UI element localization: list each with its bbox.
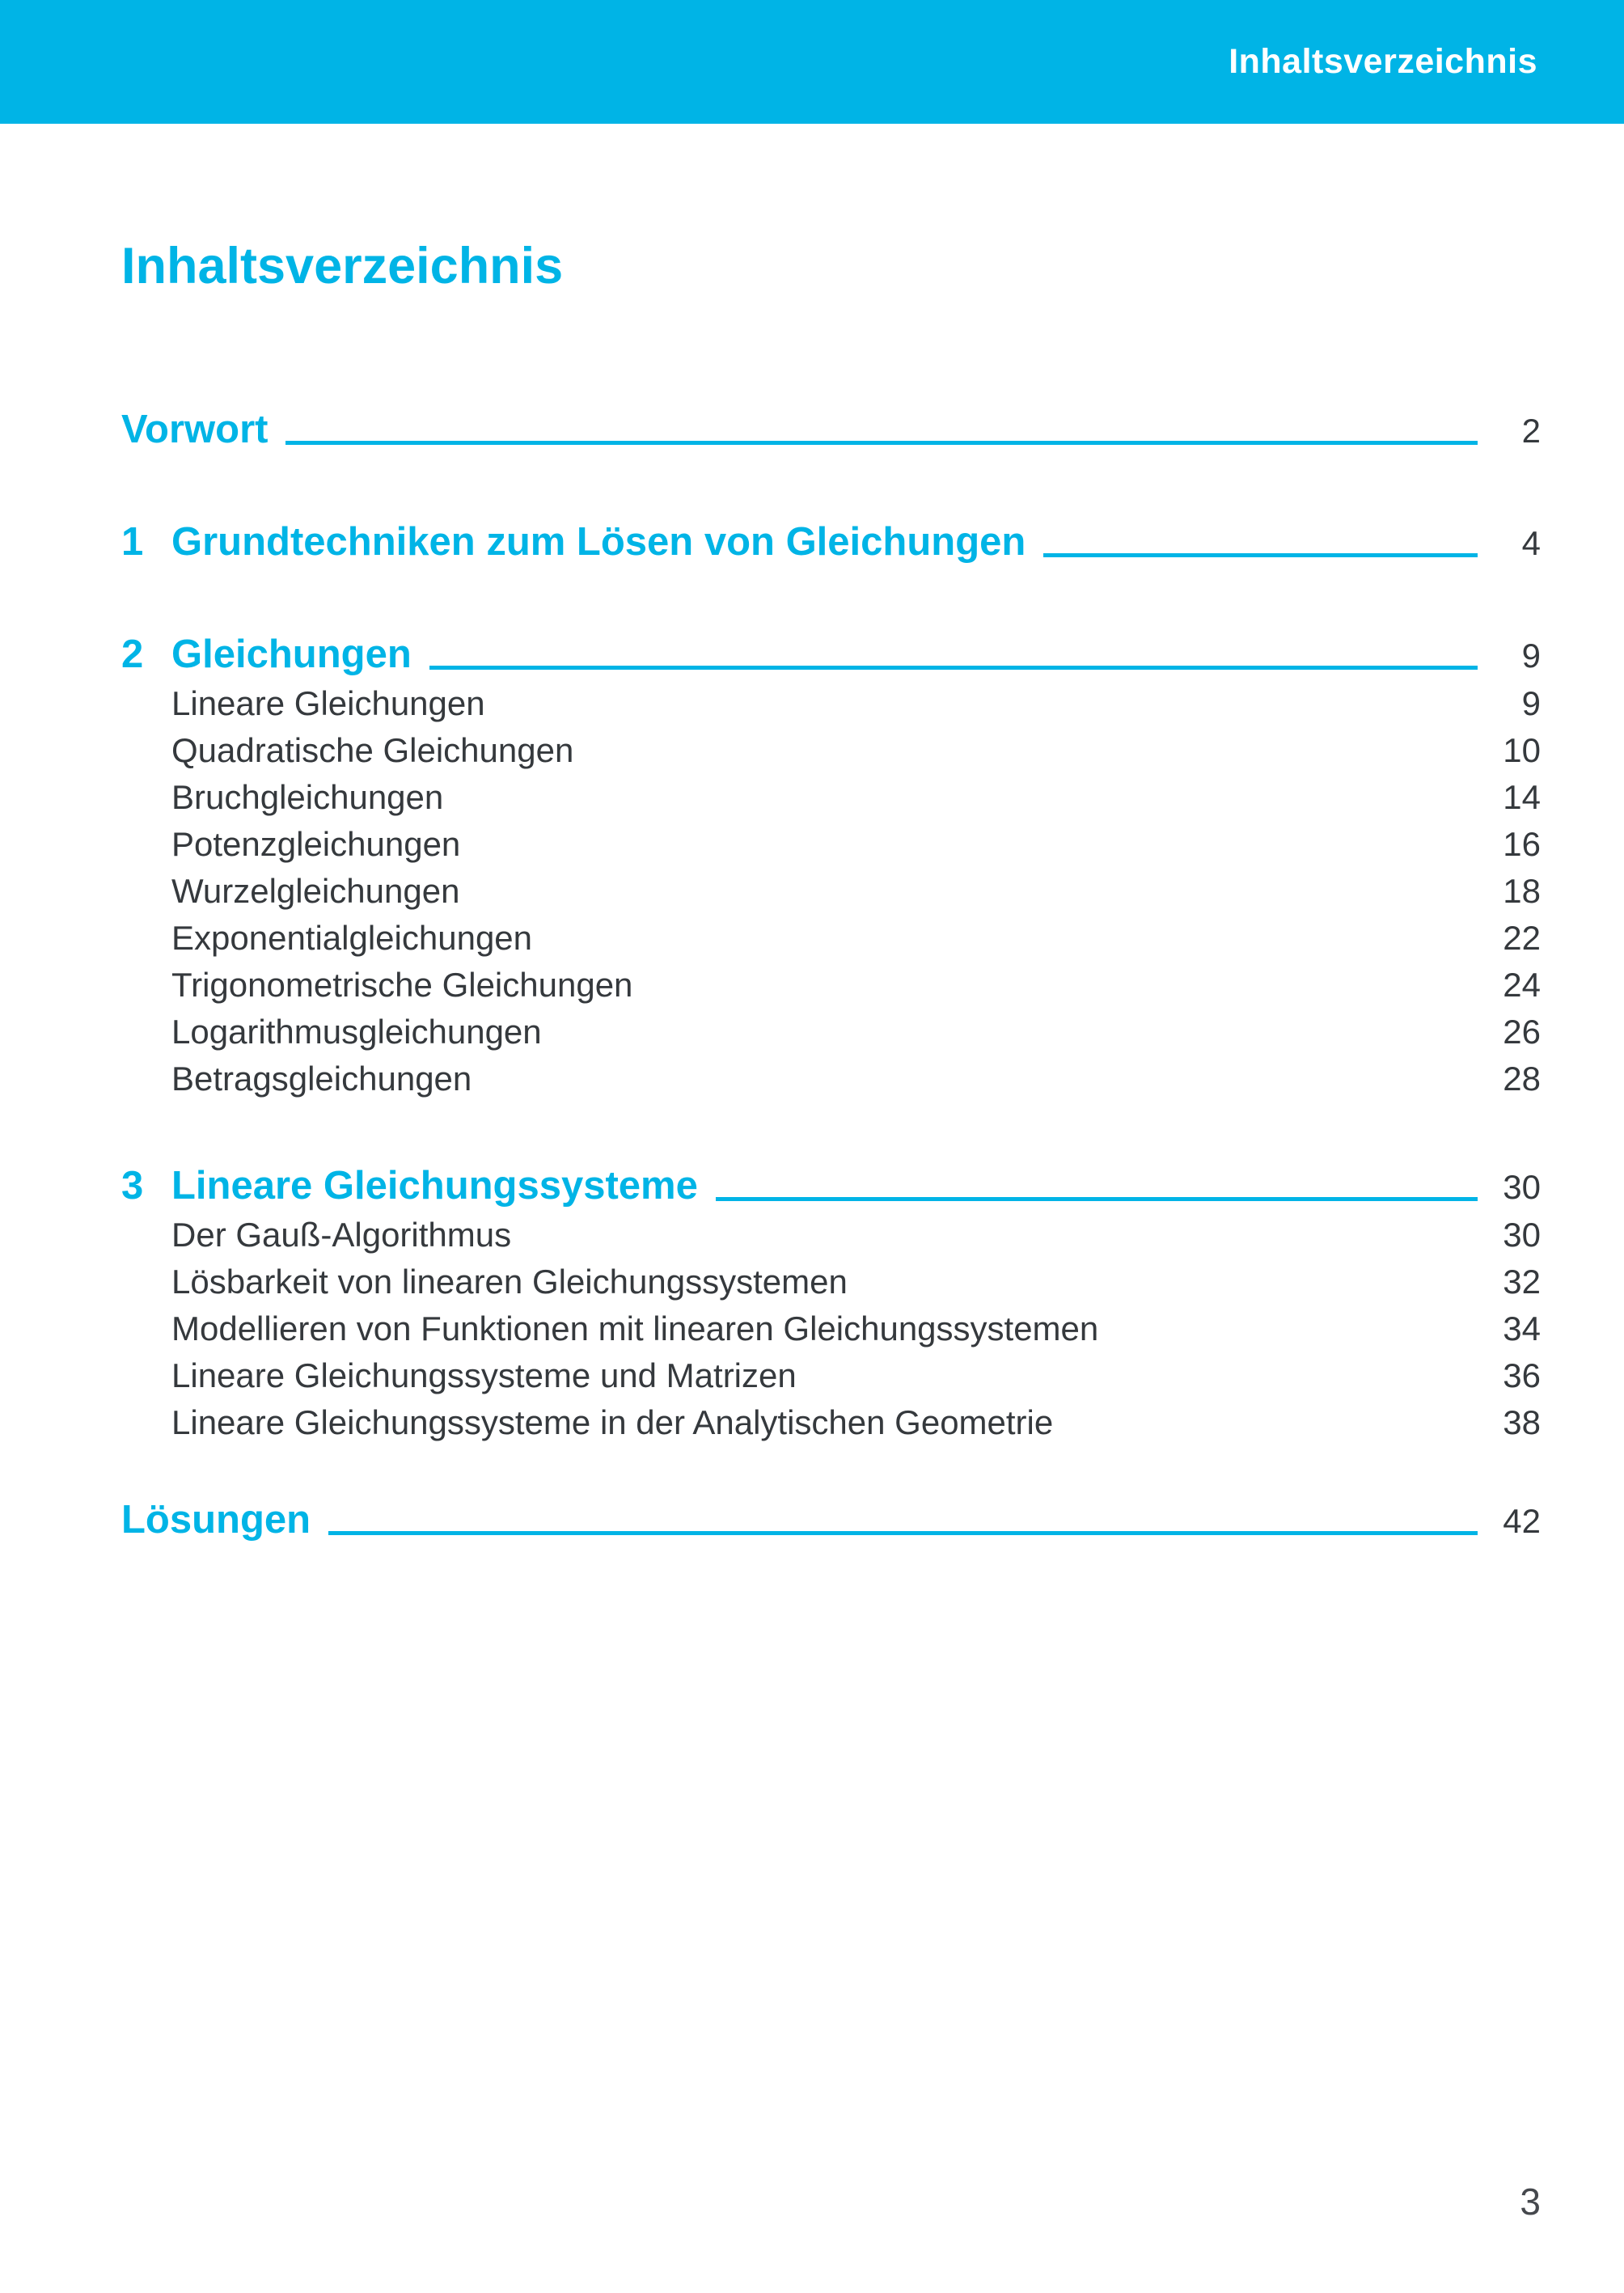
toc-subentry-label: Der Gauß-Algorithmus bbox=[171, 1215, 512, 1254]
toc-chapter-number: 3 bbox=[121, 1163, 144, 1208]
page-number: 3 bbox=[1520, 2181, 1541, 2223]
toc-subentry-label: Potenzgleichungen bbox=[171, 824, 461, 863]
toc-entry-page: 9 bbox=[1521, 637, 1541, 675]
toc-entry-page: 42 bbox=[1503, 1501, 1541, 1540]
toc-subentry bbox=[121, 727, 1541, 774]
toc-entry-loesungen bbox=[121, 1498, 1541, 1542]
toc-entry-vorwort bbox=[121, 408, 1541, 452]
toc-entry-page: 30 bbox=[1503, 1167, 1541, 1206]
page-header-bar bbox=[0, 0, 1624, 124]
toc-subentry bbox=[121, 1259, 1541, 1305]
toc-entry-page: 2 bbox=[1521, 412, 1541, 451]
toc-subentry bbox=[121, 1212, 1541, 1259]
toc-subentry bbox=[121, 1056, 1541, 1102]
toc-subentry-page: 10 bbox=[1503, 730, 1541, 769]
toc-subentry-page: 26 bbox=[1503, 1012, 1541, 1051]
toc-entry-label: Gleichungen bbox=[171, 632, 412, 677]
toc-entry-chapter-1 bbox=[121, 520, 1541, 565]
toc-subentry-page: 28 bbox=[1503, 1059, 1541, 1098]
toc-subentry bbox=[121, 962, 1541, 1009]
toc-subentry-label: Lineare Gleichungssysteme und Matrizen bbox=[171, 1356, 797, 1394]
toc-subentry bbox=[121, 1352, 1541, 1399]
toc-subentry-page: 36 bbox=[1503, 1356, 1541, 1394]
toc-subentry-page: 22 bbox=[1503, 918, 1541, 957]
toc-subentry bbox=[121, 868, 1541, 915]
toc-subentry bbox=[121, 680, 1541, 727]
toc-sublist-chapter-3 bbox=[121, 1212, 1541, 1446]
toc-entry-label: Lineare Gleichungssysteme bbox=[171, 1163, 698, 1208]
toc-subentry-label: Exponentialgleichungen bbox=[171, 918, 533, 957]
toc-entry-label: Vorwort bbox=[121, 408, 269, 452]
toc-subentry-label: Lösbarkeit von linearen Gleichungssystemen bbox=[171, 1262, 848, 1301]
toc-sublist-chapter-2 bbox=[121, 680, 1541, 1102]
toc-subentry bbox=[121, 1305, 1541, 1352]
toc-subentry-label: Bruchgleichungen bbox=[171, 777, 444, 816]
toc-subentry-label: Modellieren von Funktionen mit linearen Gleichungssystemen bbox=[171, 1309, 1099, 1347]
toc-subentry-page: 30 bbox=[1503, 1215, 1541, 1254]
toc-subentry-page: 14 bbox=[1503, 777, 1541, 816]
leader-rule bbox=[716, 1197, 1478, 1201]
toc-subentry-page: 18 bbox=[1503, 871, 1541, 910]
toc-subentry-page: 32 bbox=[1503, 1262, 1541, 1301]
leader-rule bbox=[285, 441, 1478, 445]
toc-subentry-label: Quadratische Gleichungen bbox=[171, 730, 574, 769]
toc-subentry-label: Wurzelgleichungen bbox=[171, 871, 460, 910]
toc-subentry bbox=[121, 915, 1541, 962]
toc-entry-chapter-2 bbox=[121, 632, 1541, 677]
toc-chapter-number: 1 bbox=[121, 520, 144, 565]
toc-subentry bbox=[121, 774, 1541, 821]
toc-subentry bbox=[121, 1009, 1541, 1056]
page-title: Inhaltsverzeichnis bbox=[121, 238, 564, 294]
toc-subentry-label: Trigonometrische Gleichungen bbox=[171, 965, 633, 1004]
toc-entry-label: Grundtechniken zum Lösen von Gleichungen bbox=[171, 520, 1026, 565]
toc-subentry bbox=[121, 1399, 1541, 1446]
toc-subentry-label: Lineare Gleichungssysteme in der Analytischen Geometrie bbox=[171, 1402, 1054, 1441]
toc-content bbox=[121, 124, 1541, 1542]
toc-chapter-number: 2 bbox=[121, 632, 144, 677]
toc-subentry-page: 9 bbox=[1521, 683, 1541, 722]
toc-subentry-label: Logarithmusgleichungen bbox=[171, 1012, 542, 1051]
toc-subentry-page: 34 bbox=[1503, 1309, 1541, 1347]
toc-subentry-page: 38 bbox=[1503, 1402, 1541, 1441]
toc-entry-chapter-3 bbox=[121, 1164, 1541, 1208]
toc-subentry-label: Betragsgleichungen bbox=[171, 1059, 472, 1098]
toc-subentry-label: Lineare Gleichungen bbox=[171, 683, 485, 722]
leader-rule bbox=[1043, 553, 1478, 557]
leader-rule bbox=[429, 666, 1478, 670]
running-header-title: Inhaltsverzeichnis bbox=[1229, 42, 1537, 81]
toc-subentry-page: 24 bbox=[1503, 965, 1541, 1004]
toc-subentry bbox=[121, 821, 1541, 868]
toc-entry-label: Lösungen bbox=[121, 1497, 311, 1542]
toc-subentry-page: 16 bbox=[1503, 824, 1541, 863]
toc-entry-page: 4 bbox=[1521, 524, 1541, 563]
leader-rule bbox=[328, 1531, 1478, 1535]
